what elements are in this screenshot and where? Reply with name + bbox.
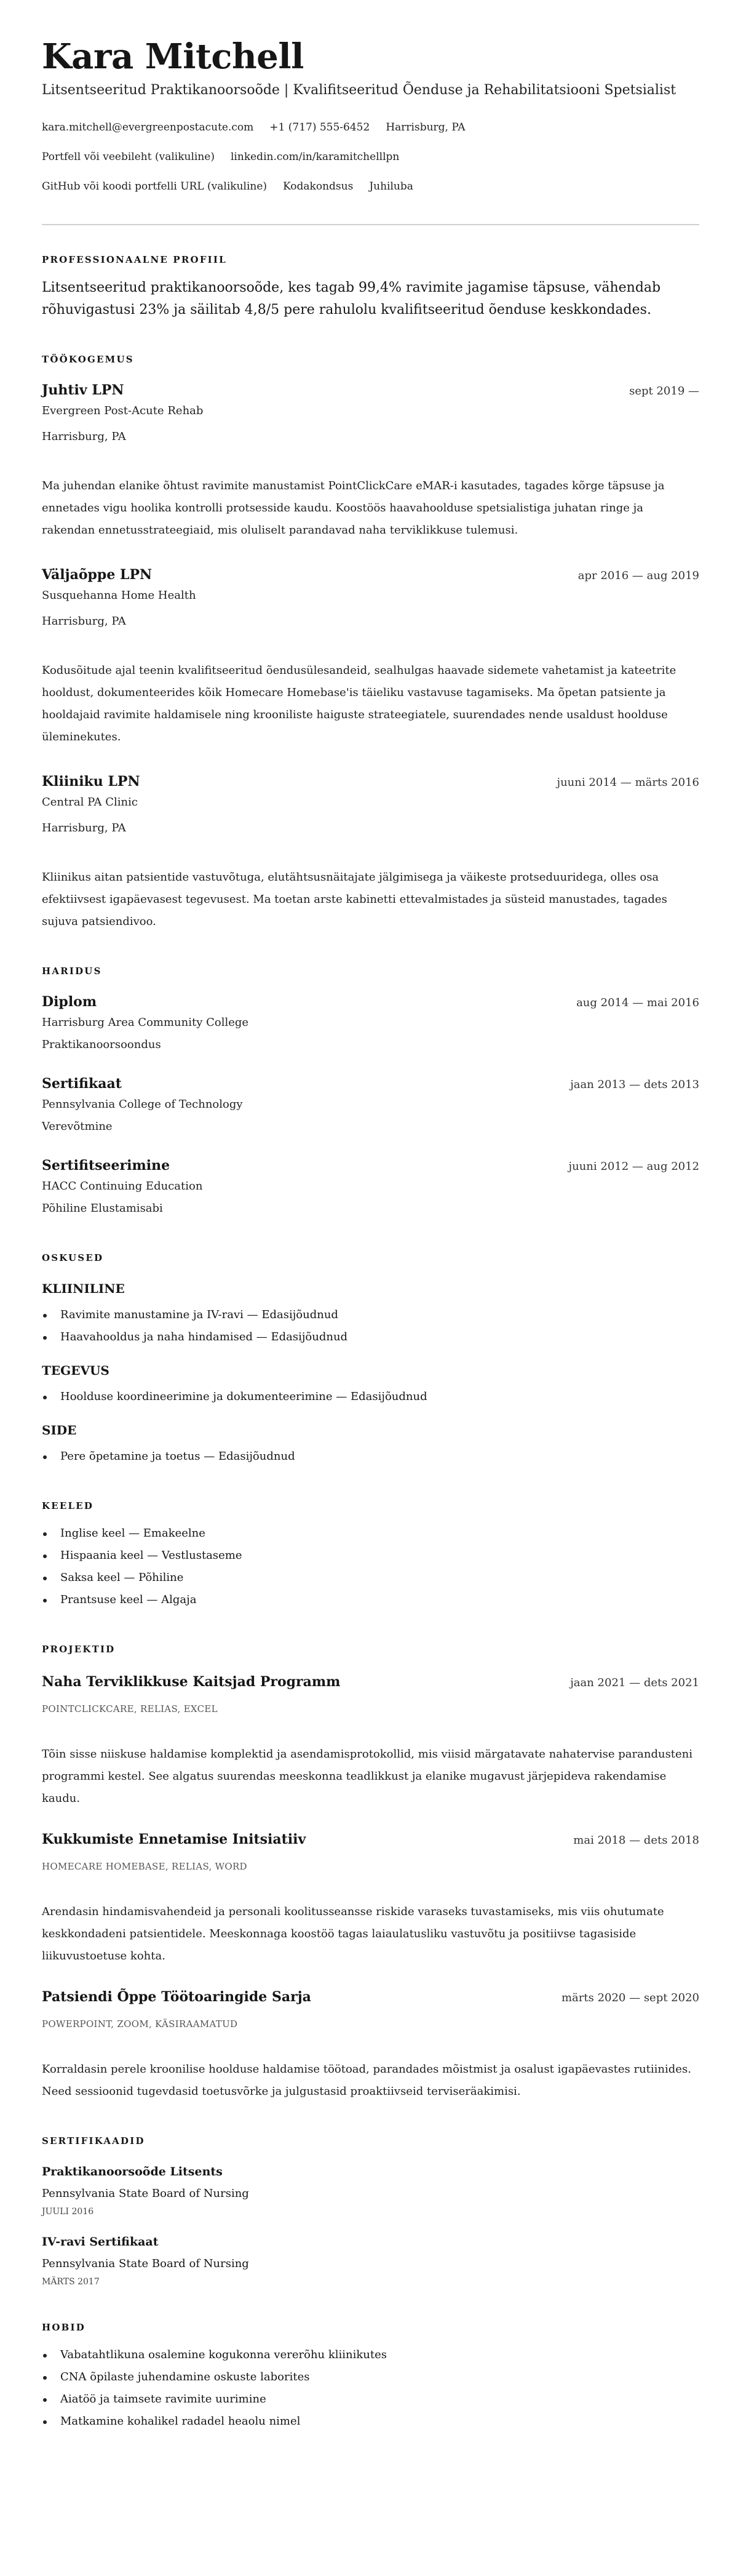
job-company: Evergreen Post-Acute Rehab: [42, 404, 204, 417]
email-link[interactable]: kara.mitchell@evergreenpostacute.com: [42, 121, 254, 134]
degree: Diplom: [42, 994, 97, 1010]
job-entry: [42, 772, 699, 933]
certifications-section: [42, 2135, 699, 2289]
contact-row: [42, 172, 699, 201]
job-location: Harrisburg, PA: [42, 615, 126, 628]
skill-item: Haavahooldus ja naha hindamised — Edasijõudnud: [42, 1326, 699, 1348]
education-dates: juuni 2012 — aug 2012: [568, 1160, 699, 1173]
job-description: Kliinikus aitan patsientide vastuvõtuga, elutähtsusnäitajate jälgimisega ja väikeste protseduuridega, olles osa efektiivsest igapäevasest tegevusest. Ma toetan arste kabinetti ettevalmistades ja süsteid manustades, tagades sujuva patsiendivoo.: [42, 871, 667, 928]
certification-date: MÄRTS 2017: [42, 2277, 100, 2287]
job-entry: [42, 565, 699, 748]
section-heading: HARIDUS: [42, 966, 102, 977]
phone: +1 (717) 555-6452: [269, 121, 370, 134]
contact-info: [42, 113, 699, 201]
project-header: [42, 1987, 699, 2007]
skill-item: Pere õpetamine ja toetus — Edasijõudnud: [42, 1446, 699, 1468]
project-description: Korraldasin perele kroonilise hoolduse haldamise töötoad, parandades mõistmist ja osalust igapäevastes rutiinides. Need sessioonid tugevdasid toetusvõrke ja julgustasid proaktiivseid terviseräakimisi.: [42, 2063, 691, 2098]
project-dates: jaan 2021 — dets 2021: [570, 1676, 699, 1689]
education-header: [42, 1156, 699, 1175]
contact-row: [42, 142, 699, 172]
certification-entry: [42, 2233, 699, 2289]
section-heading: HOBID: [42, 2322, 85, 2333]
job-dates: sept 2019 —: [629, 385, 699, 398]
profile-section: [42, 254, 699, 321]
section-heading: PROFESSIONAALNE PROFIIL: [42, 254, 227, 265]
language-item: Prantsuse keel — Algaja: [42, 1589, 699, 1611]
skill-category: TEGEVUS: [42, 1363, 109, 1378]
skills-section: [42, 1252, 699, 1468]
linkedin-link[interactable]: linkedin.com/in/karamitchelllpn: [231, 151, 400, 163]
projects-section: [42, 1643, 699, 2103]
job-title: Väljaõppe LPN: [42, 567, 153, 583]
project-technologies: POWERPOINT, ZOOM, KÄSIRAAMATUD: [42, 2018, 238, 2030]
section-heading: PROJEKTID: [42, 1644, 116, 1655]
certification-issuer: Pennsylvania State Board of Nursing: [42, 2187, 249, 2200]
language-item: Inglise keel — Emakeelne: [42, 1522, 699, 1545]
certification-title: Praktikanoorsoõde Litsents: [42, 2165, 223, 2178]
github-link[interactable]: GitHub või koodi portfelli URL (valikuline): [42, 180, 268, 193]
job-description: Kodusõitude ajal teenin kvalifitseeritud õendusülesandeid, sealhulgas haavade sidemete vahetamist ja kateetrite hooldust, dokumenteerides kõik Homecare Homebase'is täieliku vastavuse tagamiseks. Ma õpetan patsiente ja hooldajaid ravimite haldamisele ning krooniliste haiguste strateegiatele, suurendades nende usaldust hoolduse üleminekutes.: [42, 664, 676, 743]
education-section: [42, 965, 699, 1220]
hobby-item: Aiatöö ja taimsete ravimite uurimine: [42, 2388, 699, 2410]
language-item: Saksa keel — Põhiline: [42, 1567, 699, 1589]
school: Harrisburg Area Community College: [42, 1016, 249, 1029]
hobby-item: Matkamine kohalikel radadel heaolu nimel: [42, 2410, 699, 2433]
candidate-title: Litsentseeritud Praktikanoorsoõde | Kvalifitseeritud Õenduse ja Rehabilitatsiooni Spetsialist: [42, 82, 676, 98]
project-description: Tõin sisse niiskuse haldamise komplektid ja asendamisprotokollid, mis viisid märgatavate nahatervise parandusteni programmi kestel. See algatus suurendas meeskonna teadlikkust ja elanike mugavust järjepideva rakendamise kaudu.: [42, 1748, 693, 1805]
certification-date: JUULI 2016: [42, 2207, 94, 2217]
project-dates: märts 2020 — sept 2020: [561, 1991, 699, 2004]
skill-category: SIDE: [42, 1423, 77, 1438]
section-heading: OSKUSED: [42, 1252, 104, 1263]
profile-text: Litsentseeritud praktikanoorsoõde, kes tagab 99,4% ravimite jagamise täpsuse, vähendab rõhuvigastusi 23% ja säilitab 4,8/5 pere rahulolu kvalifitseeritud õenduse keskkondades.: [42, 280, 661, 318]
contact-row: [42, 113, 699, 142]
education-dates: jaan 2013 — dets 2013: [570, 1078, 699, 1091]
skill-list: [42, 1446, 699, 1468]
degree: Sertifikaat: [42, 1076, 122, 1092]
project-title: Patsiendi Õppe Töötoaringide Sarja: [42, 1989, 311, 2005]
section-heading: TÖÖKOGEMUS: [42, 354, 134, 365]
job-dates: apr 2016 — aug 2019: [577, 569, 699, 582]
certification-title: IV-ravi Sertifikaat: [42, 2235, 159, 2249]
job-header: [42, 772, 699, 791]
location: Harrisburg, PA: [386, 121, 466, 134]
citizenship: Kodakondsus: [283, 180, 354, 193]
field-of-study: Põhiline Elustamisabi: [42, 1202, 163, 1215]
education-header: [42, 992, 699, 1012]
skill-item: Ravimite manustamine ja IV-ravi — Edasijõudnud: [42, 1304, 699, 1326]
job-header: [42, 565, 699, 585]
certification-issuer: Pennsylvania State Board of Nursing: [42, 2257, 249, 2270]
job-location: Harrisburg, PA: [42, 430, 126, 443]
hobbies-list: [42, 2344, 699, 2433]
job-location: Harrisburg, PA: [42, 822, 126, 834]
job-header: [42, 380, 699, 400]
project-entry: [42, 1672, 699, 1810]
education-header: [42, 1074, 699, 1094]
drivers-license: Juhiluba: [369, 180, 413, 193]
experience-section: [42, 353, 699, 933]
header-divider: [42, 224, 699, 225]
candidate-name: Kara Mitchell: [42, 36, 304, 77]
project-entry: [42, 1830, 699, 1967]
languages-list: [42, 1522, 699, 1611]
field-of-study: Verevõtmine: [42, 1120, 113, 1133]
school: HACC Continuing Education: [42, 1180, 203, 1193]
job-company: Susquehanna Home Health: [42, 589, 196, 602]
section-heading: KEELED: [42, 1500, 94, 1511]
job-entry: [42, 380, 699, 542]
education-dates: aug 2014 — mai 2016: [576, 996, 699, 1009]
language-item: Hispaania keel — Vestlustaseme: [42, 1545, 699, 1567]
resume-header: [42, 35, 699, 201]
certification-entry: [42, 2162, 699, 2219]
skill-item: Hoolduse koordineerimine ja dokumenteerimine — Edasijõudnud: [42, 1386, 699, 1408]
project-title: Kukkumiste Ennetamise Initsiatiiv: [42, 1831, 306, 1847]
education-entry: [42, 992, 699, 1056]
project-technologies: POINTCLICKCARE, RELIAS, EXCEL: [42, 1703, 218, 1714]
project-technologies: HOMECARE HOMEBASE, RELIAS, WORD: [42, 1861, 247, 1872]
hobbies-section: [42, 2321, 699, 2433]
project-description: Arendasin hindamisvahendeid ja personali koolitusseansse riskide varaseks tuvastamiseks, mis viis ohutumate keskkondadeni patsientidele. Meeskonnaga koostöö tagas laiaulatusliku vastuvõtu ja positiivse tagasiside liikuvustoetuse kohta.: [42, 1905, 664, 1962]
project-header: [42, 1672, 699, 1692]
project-title: Naha Terviklikkuse Kaitsjad Programm: [42, 1674, 341, 1690]
degree: Sertifitseerimine: [42, 1158, 170, 1174]
job-title: Juhtiv LPN: [42, 382, 124, 398]
hobby-item: CNA õpilaste juhendamine oskuste laborites: [42, 2366, 699, 2388]
languages-section: [42, 1500, 699, 1611]
field-of-study: Praktikanoorsoondus: [42, 1038, 161, 1051]
job-company: Central PA Clinic: [42, 796, 138, 809]
portfolio-link[interactable]: Portfell või veebileht (valikuline): [42, 151, 215, 163]
skill-category: KLIINILINE: [42, 1281, 125, 1296]
project-entry: [42, 1987, 699, 2103]
skill-list: [42, 1386, 699, 1408]
job-description: Ma juhendan elanike õhtust ravimite manustamist PointClickCare eMAR-i kasutades, tagades kõrge täpsuse ja ennetades vigu hoolika kontrolli protsesside kaudu. Koostöös haavahoolduse spetsialistiga juhatan ringe ja rakendan ennetusstrateegiaid, mis oluliselt parandavad naha terviklikkuse tulemusi.: [42, 479, 665, 537]
section-heading: SERTIFIKAADID: [42, 2135, 145, 2146]
education-entry: [42, 1156, 699, 1220]
education-entry: [42, 1074, 699, 1138]
school: Pennsylvania College of Technology: [42, 1098, 243, 1111]
skill-list: [42, 1304, 699, 1348]
job-title: Kliiniku LPN: [42, 774, 140, 790]
project-header: [42, 1830, 699, 1849]
hobby-item: Vabatahtlikuna osalemine kogukonna vererõhu kliinikutes: [42, 2344, 699, 2366]
project-dates: mai 2018 — dets 2018: [573, 1834, 699, 1847]
job-dates: juuni 2014 — märts 2016: [557, 776, 699, 789]
